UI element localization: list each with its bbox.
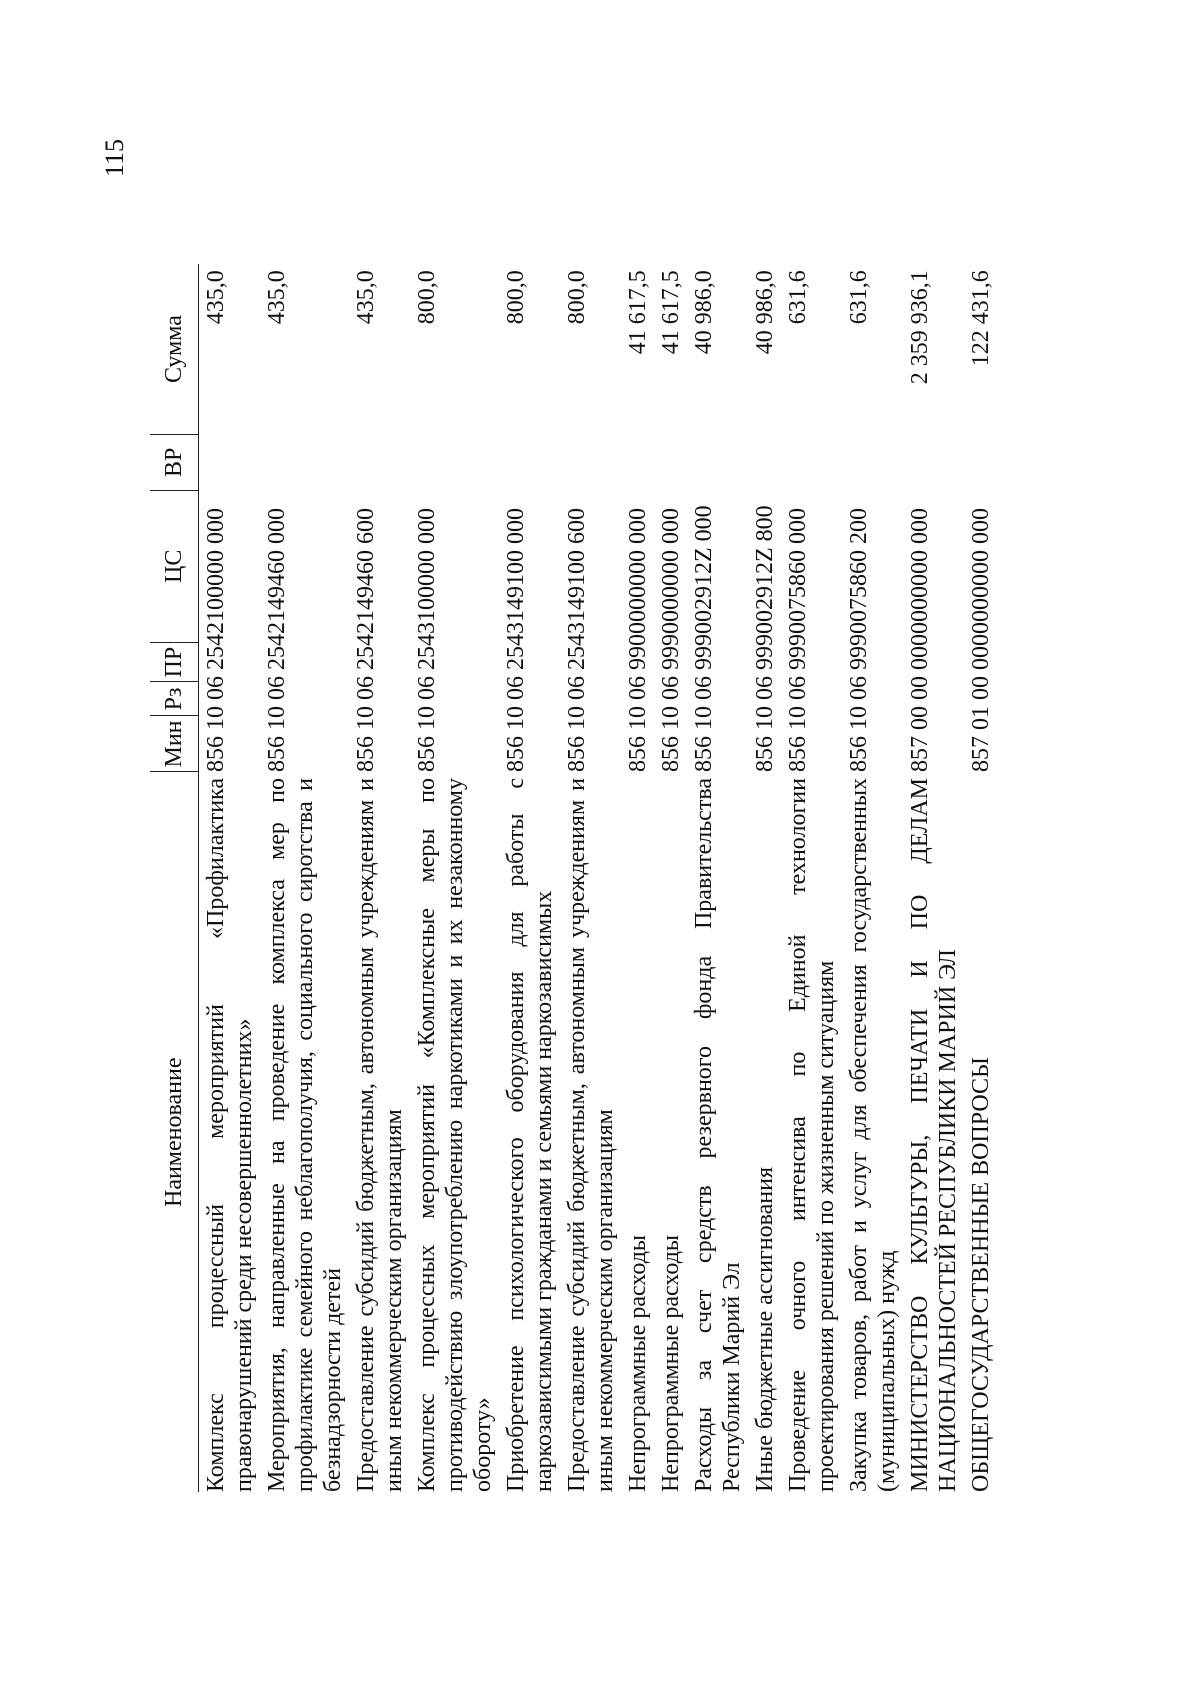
- row-name: Комплекс процессных мероприятий «Комплексные меры по противодействию злоупотреблению наркотиками и их незаконному обороту»: [414, 778, 496, 1492]
- row-sum: 41 617,5: [658, 270, 684, 355]
- row-sum: 435,0: [264, 270, 290, 325]
- row-code: 856 10 06 2543149100 000: [503, 508, 529, 772]
- row-sum: 40 986,0: [752, 270, 778, 355]
- row-code: 856 10 06 2542149460 000: [264, 508, 290, 772]
- row-code: 857 00 00 0000000000 000: [907, 508, 933, 772]
- row-code: 856 10 06 9900000000 000: [625, 508, 651, 772]
- row-code: 856 10 06 2543100000 000: [414, 508, 440, 772]
- row-sum: 800,0: [564, 270, 590, 325]
- table-row: [842, 264, 903, 1492]
- header-min: Мин: [150, 716, 199, 772]
- row-code: 856 10 06 2543149100 600: [564, 508, 590, 772]
- header-pr: ПР: [150, 642, 199, 682]
- table-row: [499, 264, 560, 1492]
- row-name: Расходы за счет средств резервного фонда Правительства Республики Марий Эл: [691, 778, 745, 1492]
- table-row: [260, 264, 349, 1492]
- row-code: 856 10 06 9990075860 200: [846, 508, 872, 772]
- row-name: Предоставление субсидий бюджетным, автономным учреждениям и иным некоммерческим организациям: [353, 778, 407, 1492]
- budget-table: [150, 264, 997, 1492]
- row-sum: 631,6: [846, 270, 872, 325]
- row-sum: 122 431,6: [968, 270, 994, 367]
- row-name: МИНИСТЕРСТВО КУЛЬТУРЫ, ПЕЧАТИ И ПО ДЕЛАМ НАЦИОНАЛЬНОСТЕЙ РЕСПУБЛИКИ МАРИЙ ЭЛ: [907, 778, 961, 1492]
- row-name: Закупка товаров, работ и услуг для обеспечения государственных (муниципальных) нужд: [846, 778, 900, 1492]
- table-row: [964, 264, 997, 1492]
- row-name: Предоставление субсидий бюджетным, автономным учреждениям и иным некоммерческим организациям: [564, 778, 618, 1492]
- table-row: [654, 264, 687, 1492]
- row-name: ОБЩЕГОСУДАРСТВЕННЫЕ ВОПРОСЫ: [968, 1057, 994, 1492]
- row-name: Непрограммные расходы: [625, 1234, 651, 1492]
- header-sum: Сумма: [150, 264, 199, 434]
- table-row: [199, 264, 261, 1492]
- table-row: [687, 264, 748, 1492]
- table-row: [621, 264, 654, 1492]
- row-name: Непрограммные расходы: [658, 1234, 684, 1492]
- row-sum: 40 986,0: [691, 270, 717, 355]
- table-row: [410, 264, 499, 1492]
- row-code: 856 10 06 999002912Z 000: [691, 505, 717, 772]
- row-name: Комплекс процессный мероприятий «Профилактика правонарушений среди несовершеннолетних»: [203, 778, 257, 1492]
- page-number: 115: [100, 138, 129, 177]
- row-sum: 800,0: [503, 270, 529, 325]
- header-cs: ЦС: [150, 490, 199, 642]
- header-vr: ВР: [150, 434, 199, 490]
- row-code: 857 01 00 0000000000 000: [968, 508, 994, 772]
- row-sum: 2 359 936,1: [907, 270, 933, 385]
- row-name: Мероприятия, направленные на проведение комплекса мер по профилактике семейного неблагополучия, социального сиротства и безнадзорности детей: [264, 778, 346, 1492]
- row-code: 856 10 06 9990075860 000: [785, 508, 811, 772]
- row-sum: 631,6: [785, 270, 811, 325]
- table-row: [748, 264, 781, 1492]
- table-row: [781, 264, 842, 1492]
- table-row: [349, 264, 410, 1492]
- row-sum: 435,0: [203, 270, 229, 325]
- row-code: 856 10 06 2542100000 000: [203, 508, 229, 772]
- header-name: Наименование: [150, 772, 199, 1492]
- row-sum: 435,0: [353, 270, 379, 325]
- row-sum: 41 617,5: [625, 270, 651, 355]
- row-code: 856 10 06 999002912Z 800: [752, 505, 778, 772]
- row-sum: 800,0: [414, 270, 440, 325]
- table-row: [903, 264, 964, 1492]
- header-rz: Рз: [150, 682, 199, 716]
- row-code: 856 10 06 2542149460 600: [353, 508, 379, 772]
- row-name: Иные бюджетные ассигнования: [752, 1167, 778, 1492]
- table-row: [560, 264, 621, 1492]
- row-code: 856 10 06 9990000000 000: [658, 508, 684, 772]
- row-name: Проведение очного интенсива по Единой технологии проектирования решений по жизненным ситуациям: [785, 778, 839, 1492]
- row-name: Приобретение психологического оборудования для работы с наркозависимыми гражданами и семьями наркозависимых: [503, 778, 557, 1492]
- header-row: [150, 264, 199, 1492]
